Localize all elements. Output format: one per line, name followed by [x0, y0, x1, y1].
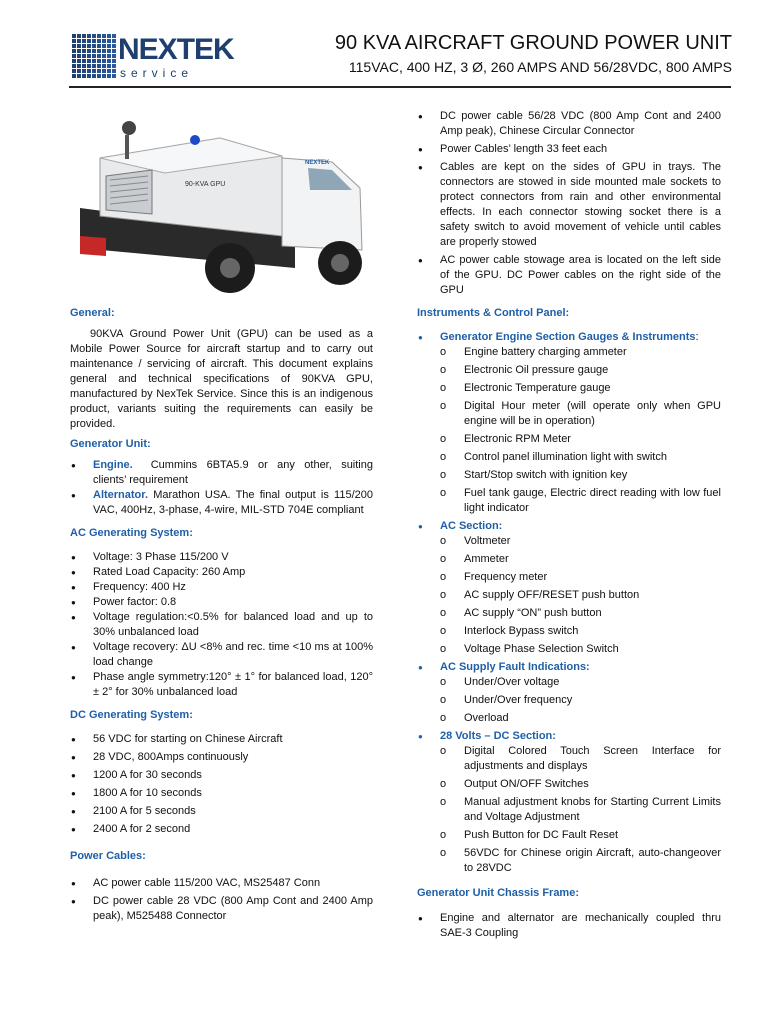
list-item	[70, 488, 373, 518]
list-item: o Engine battery charging ammeter	[440, 345, 721, 360]
dc-section	[417, 729, 721, 876]
right-column	[417, 109, 721, 941]
list-item: o Interlock Bypass switch	[440, 624, 721, 639]
dc-generating-list	[70, 732, 373, 837]
general-paragraph: 90KVA Ground Power Unit (GPU) can be used as a Mobile Power Source for aircraft startup and to carry out maintenance / servicing of aircraft. This document explains general and technical specifications of 90KVA GPU, manufactured by NexTek Service. Since this is an indigenous product, variants suiting the requirements can easily be provided.	[70, 328, 373, 430]
generator-unit-list	[70, 458, 373, 518]
list-item: o Fuel tank gauge, Electric direct reading with low fuel light indicator	[440, 486, 721, 516]
ac-fault-section	[417, 660, 721, 726]
list-item: o Control panel illumination light with switch	[440, 450, 721, 465]
cab-logo: NEXTEK	[305, 160, 330, 166]
list-item: o 56VDC for Chinese origin Aircraft, auto-changeover to 28VDC	[440, 846, 721, 876]
list-item: o Voltage Phase Selection Switch	[440, 642, 721, 657]
instruments-heading: Instruments & Control Panel:	[417, 307, 570, 319]
dc-section-list	[440, 744, 721, 876]
ac-generating-list	[70, 550, 373, 700]
left-column	[70, 306, 373, 924]
logo-wordmark	[118, 32, 234, 68]
alternator-label: Alternator.	[93, 489, 149, 501]
list-item: o Start/Stop switch with ignition key	[440, 468, 721, 483]
engine-gauges-list	[440, 345, 721, 516]
power-cables-continued-list	[417, 109, 721, 298]
alternator-text: Marathon USA. The final output is 115/200 VAC, 400Hz, 3-phase, 4-wire, MIL-STD 704E compliant	[93, 489, 374, 516]
bumper-light	[80, 236, 106, 256]
list-item: o Push Button for DC Fault Reset	[440, 828, 721, 843]
list-item: ● Power factor: 0.8	[70, 595, 373, 610]
list-item: ● Frequency: 400 Hz	[70, 580, 373, 595]
list-item: o Output ON/OFF Switches	[440, 777, 721, 792]
dc-generating-heading: DC Generating System:	[70, 709, 193, 721]
chassis-heading: Generator Unit Chassis Frame:	[417, 887, 579, 899]
list-item: o Electronic Oil pressure gauge	[440, 363, 721, 378]
list-item: ● Phase angle symmetry:120° ± 1° for balanced load, 120° ± 2° for 30% unbalanced load	[70, 670, 373, 700]
gpu-panel-label: 90-KVA GPU	[185, 181, 226, 188]
list-item: ● Cables are kept on the sides of GPU in trays. The connectors are stowed in side mounted male sockets to protect connectors from rain and other environmental effects. In each connector stowing socket there is a safety switch to avoid movement of vehicle until cables are properly stowed	[417, 160, 721, 250]
engine-gauges-section	[417, 330, 721, 516]
ac-generating-heading: AC Generating System:	[70, 527, 193, 539]
logo-grid-mark	[72, 34, 116, 78]
power-cables-list	[70, 876, 373, 924]
list-item: ● Voltage recovery: ΔU <8% and rec. time <10 ms at 100% load change	[70, 640, 373, 670]
header-rule	[69, 86, 731, 88]
document-title: 90 KVA AIRCRAFT GROUND POWER UNIT	[334, 32, 732, 54]
document-subtitle: 115VAC, 400 HZ, 3 Ø, 260 AMPS AND 56/28VDC, 800 AMPS	[348, 59, 732, 75]
list-item: ● 1200 A for 30 seconds	[70, 768, 373, 783]
ac-section	[417, 519, 721, 657]
list-item: ● 56 VDC for starting on Chinese Aircraft	[70, 732, 373, 747]
list-item: o AC supply OFF/RESET push button	[440, 588, 721, 603]
ac-section-label: AC Section:	[440, 520, 503, 532]
list-item: o Electronic RPM Meter	[440, 432, 721, 447]
list-item: ● DC power cable 28 VDC (800 Amp Cont and 2400 Amp peak), M525488 Connector	[70, 894, 373, 924]
list-item: ● AC power cable 115/200 VAC, MS25487 Conn	[70, 876, 373, 891]
beacon-light	[190, 135, 200, 145]
chassis-list	[417, 911, 721, 941]
list-item: o Digital Hour meter (will operate only when GPU engine will be in operation)	[440, 399, 721, 429]
list-item: o Electronic Temperature gauge	[440, 381, 721, 396]
list-item: ● Voltage: 3 Phase 115/200 V	[70, 550, 373, 565]
list-item: o Voltmeter	[440, 534, 721, 549]
list-item: o Manual adjustment knobs for Starting Current Limits and Voltage Adjustment	[440, 795, 721, 825]
list-item: ● DC power cable 56/28 VDC (800 Amp Cont and 2400 Amp peak), Chinese Circular Connector	[417, 109, 721, 139]
list-item: o AC supply “ON” push button	[440, 606, 721, 621]
gpu-truck-image	[70, 118, 390, 303]
list-item: o Frequency meter	[440, 570, 721, 585]
ac-fault-list	[440, 675, 721, 726]
list-item: o Under/Over voltage	[440, 675, 721, 690]
list-item: o Overload	[440, 711, 721, 726]
engine-gauges-colon: :	[695, 331, 699, 343]
power-cables-heading: Power Cables:	[70, 850, 146, 862]
document-header	[335, 30, 732, 76]
list-item	[70, 458, 373, 488]
list-item: ● AC power cable stowage area is located on the left side of the GPU. DC Power cables on the right side of the GPU	[417, 253, 721, 298]
list-item: ● 2100 A for 5 seconds	[70, 804, 373, 819]
instruments-list	[417, 330, 721, 876]
list-item: o Ammeter	[440, 552, 721, 567]
nextek-logo	[72, 33, 234, 80]
list-item: ● Engine and alternator are mechanically coupled thru SAE-3 Coupling	[417, 911, 721, 941]
generator-unit-heading: Generator Unit:	[70, 438, 151, 450]
dc-section-label: 28 Volts – DC Section:	[440, 730, 556, 742]
logo-brand-nex: NEX	[118, 33, 177, 66]
list-item: ● 28 VDC, 800Amps continuously	[70, 750, 373, 765]
engine-gauges-label: Generator Engine Section Gauges & Instruments	[440, 331, 696, 343]
engine-text: Cummins 6BTA5.9 or any other, suiting clients’ requirement	[93, 459, 373, 486]
list-item: ● Rated Load Capacity: 260 Amp	[70, 565, 373, 580]
logo-brand-tek: TEK	[176, 33, 234, 66]
list-item: ● Voltage regulation:<0.5% for balanced load and up to 30% unbalanced load	[70, 610, 373, 640]
engine-label: Engine.	[93, 459, 133, 471]
ac-section-list	[440, 534, 721, 657]
list-item: ● Power Cables’ length 33 feet each	[417, 142, 721, 157]
work-lamp	[122, 121, 136, 135]
list-item: ● 2400 A for 2 second	[70, 822, 373, 837]
ac-fault-label: AC Supply Fault Indications:	[440, 661, 590, 673]
list-item: o Under/Over frequency	[440, 693, 721, 708]
list-item: o Digital Colored Touch Screen Interface for adjustments and displays	[440, 744, 721, 774]
general-heading: General:	[70, 307, 115, 319]
list-item: ● 1800 A for 10 seconds	[70, 786, 373, 801]
logo-service-text: service	[120, 66, 194, 80]
